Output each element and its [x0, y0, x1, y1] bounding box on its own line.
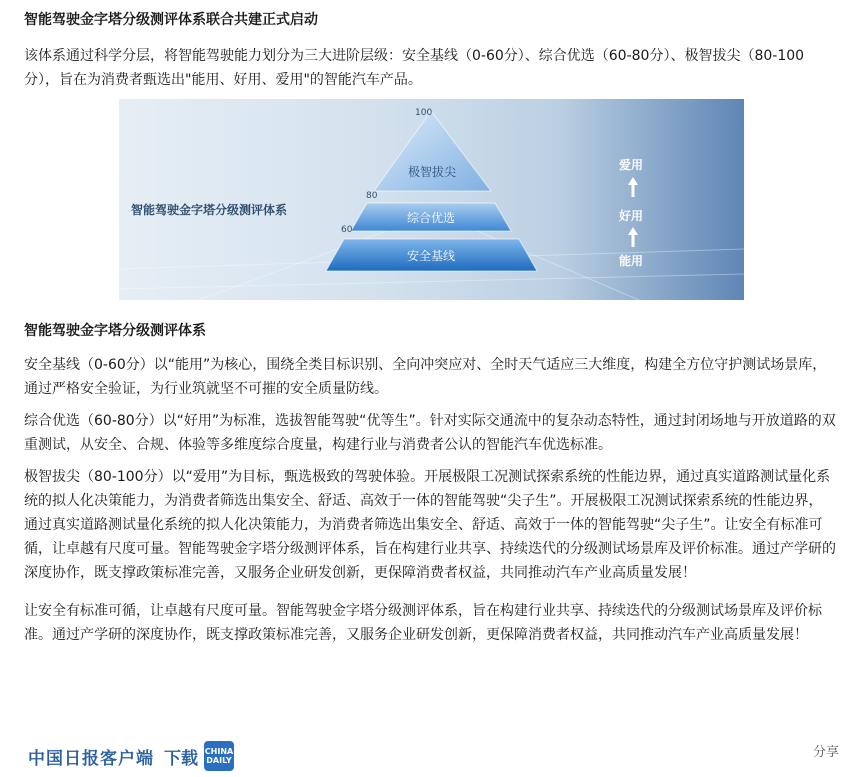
hero-label: 智能驾驶金字塔分级测评体系: [131, 203, 288, 217]
logo-line-2: DAILY: [206, 756, 232, 765]
score-60: 60: [341, 225, 353, 235]
arrow-up-icon: [628, 227, 638, 247]
tier-label-middle: 综合优选: [406, 211, 456, 225]
level-love: 爱用: [619, 158, 644, 172]
score-80: 80: [366, 191, 378, 201]
tier-label-top: 极智拔尖: [407, 165, 457, 179]
paragraph-excellent: 极智拔尖（80-100分）以“爱用”为目标，甄选极致的驾驶体验。开展极限工况测试探索系统的性能边界，通过真实道路测试量化系统的拟人化决策能力，为消费者筛选出集安全、舒适、高效于一体的智能驾驶“尖子生”。开展极限工况测试探索系统的性能边界，通过真实道路测试量化系统的拟人化决策能力，为消费者筛选出集安全、舒适、高效于一体的智能驾驶“尖子生”。让安全有标准可循，让卓越有尺度可量。智能驾驶金字塔分级测评体系，旨在构建行业共享、持续迭代的分级测试场景库及评价标准。通过产学研的深度协作，既支撑政策标准完善，又服务企业研发创新，更保障消费者权益，共同推动汽车产业高质量发展！: [24, 469, 836, 581]
share-button[interactable]: 分享: [812, 745, 839, 760]
pyramid-tier-top: [374, 111, 491, 191]
tier-label-base: 安全基线: [406, 249, 456, 263]
score-100: 100: [415, 108, 433, 118]
article-title: 智能驾驶金字塔分级测评体系联合共建正式启动: [24, 12, 318, 28]
level-good: 好用: [619, 209, 644, 223]
arrow-up-icon: [628, 177, 638, 197]
brand-text: 中国日报客户端: [28, 748, 154, 769]
paragraph-optimal: 综合优选（60-80分）以“好用”为标准，选拔智能驾驶“优等生”。针对实际交通流中的复杂动态特性，通过封闭场地与开放道路的双重测试，从安全、合规、体验等多维度综合度量，构建行业与消费者公认的智能汽车优选标准。: [24, 413, 836, 453]
china-daily-logo-icon: [204, 741, 234, 771]
china-daily-download-link[interactable]: [28, 741, 234, 771]
paragraph-closing: 让安全有标准可循，让卓越有尺度可量。智能驾驶金字塔分级测评体系，旨在构建行业共享、持续迭代的分级测试场景库及评价标准。通过产学研的深度协作，既支撑政策标准完善，又服务企业研发创新，更保障消费者权益，共同推动汽车产业高质量发展！: [24, 603, 822, 643]
pyramid-graphic: [119, 99, 744, 300]
level-usable: 能用: [619, 254, 644, 268]
section-title: 智能驾驶金字塔分级测评体系: [24, 323, 206, 339]
download-label: 下载: [164, 748, 198, 769]
logo-line-1: CHINA: [204, 747, 234, 756]
intro-paragraph: 该体系通过科学分层，将智能驾驶能力划分为三大进阶层级：安全基线（0-60分）、综合优选（60-80分）、极智拔尖（80-100分），旨在为消费者甄选出"能用、好用、爱用"的智能汽车产品。: [24, 48, 805, 88]
pyramid-illustration: [119, 99, 744, 300]
paragraph-safety: 安全基线（0-60分）以“能用”为核心，围绕全类目标识别、全向冲突应对、全时天气适应三大维度，构建全方位守护测试场景库，通过严格安全验证，为行业筑就坚不可摧的安全质量防线。: [24, 357, 827, 397]
